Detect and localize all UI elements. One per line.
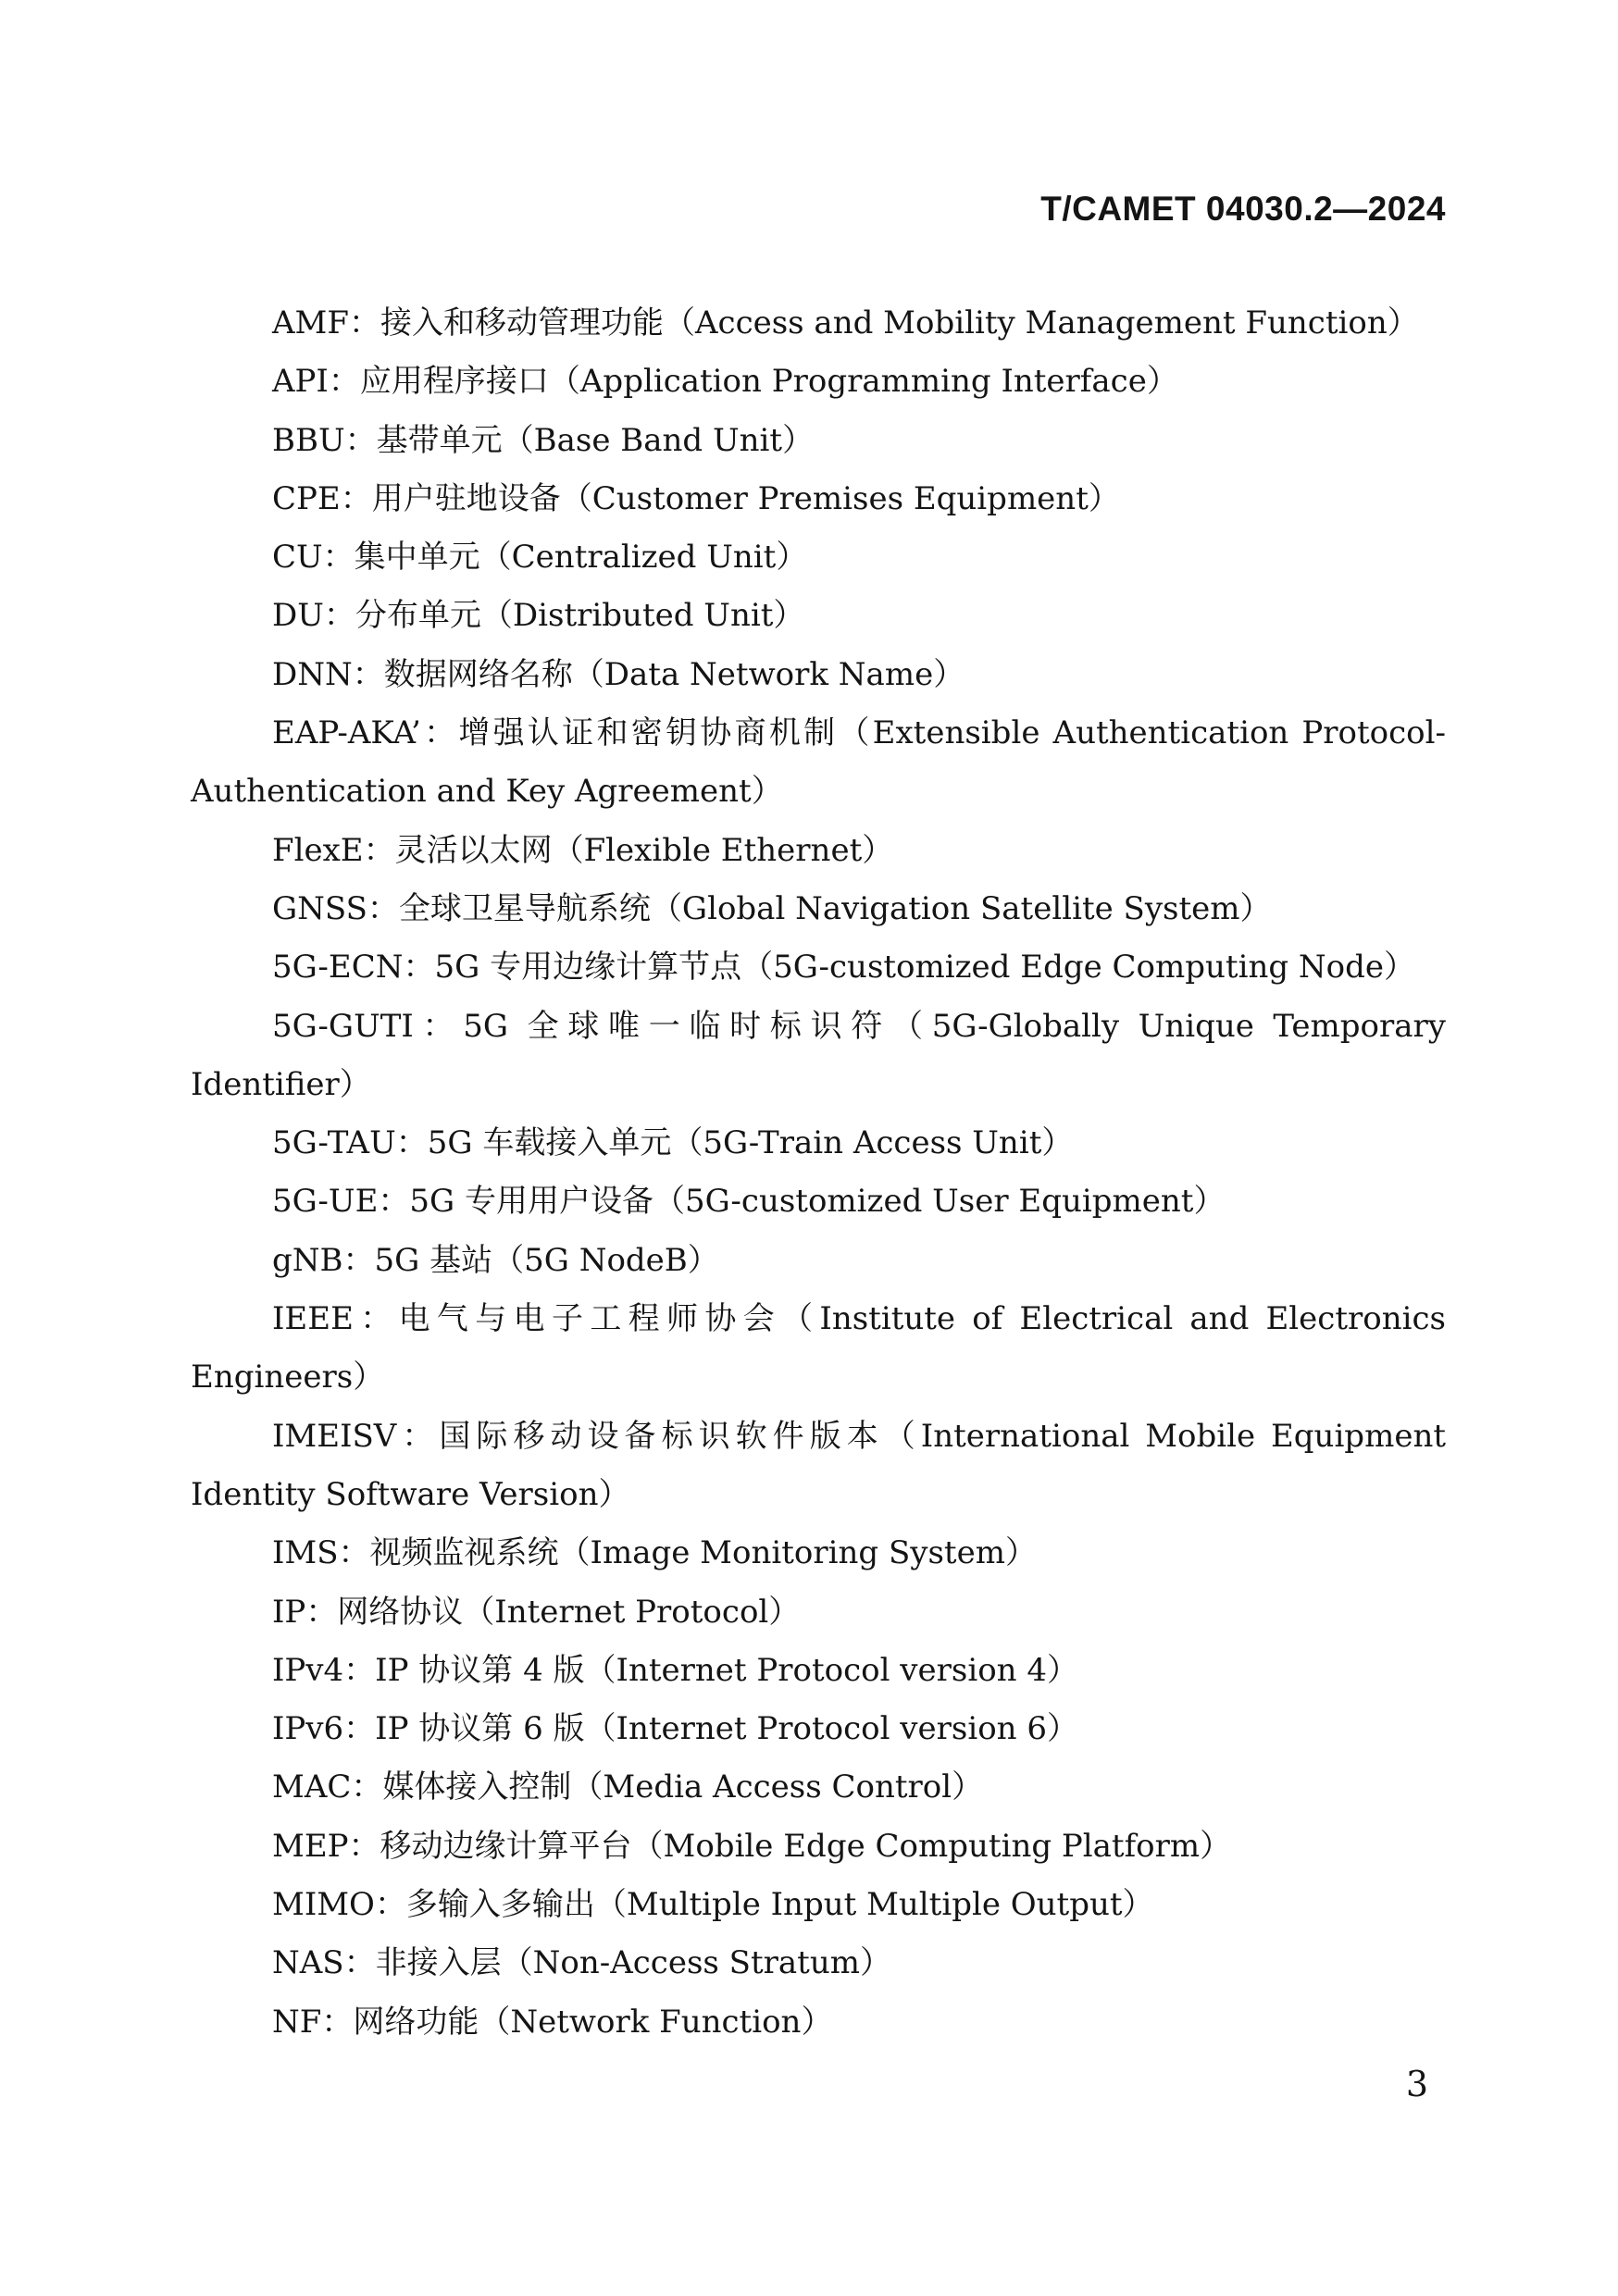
definition: ：IP 协议第 6 版（Internet Protocol version 6） — [343, 1710, 1079, 1748]
definition: ：5G 专用边缘计算节点（5G-customized Edge Computing Node） — [403, 949, 1416, 987]
abbreviation: FlexE — [272, 831, 364, 869]
list-item — [191, 1583, 1446, 1642]
list-item — [191, 412, 1446, 470]
abbreviation: API — [272, 363, 329, 401]
list-item — [191, 938, 1446, 997]
abbreviation: gNB — [272, 1241, 343, 1279]
definition: ：分布单元（Distributed Unit） — [323, 597, 805, 635]
definition: ：非接入层（Non-Access Stratum） — [343, 1944, 891, 1982]
abbreviation: CU — [272, 539, 323, 577]
list-item — [191, 1876, 1446, 1934]
page-number: 3 — [1405, 2064, 1428, 2104]
list-item — [191, 1290, 1446, 1408]
abbreviation: IPv4 — [272, 1651, 344, 1689]
definition: ：电气与电子工程师协会（Institute of Electrical and Electronics Engineers） — [191, 1300, 1446, 1396]
abbreviation: IMEISV — [272, 1417, 397, 1455]
abbreviation: DNN — [272, 655, 353, 693]
definition: ：接入和移动管理功能（Access and Mobility Management Function） — [348, 304, 1419, 341]
abbreviation: IPv6 — [272, 1710, 344, 1748]
abbreviation: NF — [272, 2003, 322, 2041]
definition: ：应用程序接口（Application Programming Interface） — [328, 363, 1178, 401]
list-item — [191, 880, 1446, 938]
abbreviation-list — [191, 294, 1446, 2052]
abbreviation: DU — [272, 597, 324, 635]
abbreviation: NAS — [272, 1944, 344, 1982]
definition: ：IP 协议第 4 版（Internet Protocol version 4） — [343, 1651, 1079, 1689]
list-item — [191, 1993, 1446, 2052]
list-item — [191, 998, 1446, 1115]
abbreviation: MIMO — [272, 1886, 375, 1924]
definition: ：网络协议（Internet Protocol） — [305, 1593, 801, 1631]
list-item — [191, 1114, 1446, 1173]
list-item — [191, 1758, 1446, 1817]
abbreviation: MEP — [272, 1827, 349, 1865]
definition: ：多输入多输出（Multiple Input Multiple Output） — [374, 1886, 1154, 1924]
definition: ：5G 全球唯一临时标识符（5G-Globally Unique Temporary Identifier） — [191, 1007, 1446, 1103]
list-item — [191, 353, 1446, 411]
list-item — [191, 470, 1446, 528]
list-item — [191, 294, 1446, 353]
definition: ：灵活以太网（Flexible Ethernet） — [363, 831, 894, 869]
definition: ：全球卫星导航系统（Global Navigation Satellite System） — [367, 889, 1272, 927]
list-item — [191, 528, 1446, 587]
abbreviation: MAC — [272, 1769, 352, 1806]
abbreviation: 5G-UE — [272, 1183, 379, 1221]
abbreviation: AMF — [272, 304, 349, 341]
definition: ：数据网络名称（Data Network Name） — [352, 655, 965, 693]
definition: ：国际移动设备标识软件版本（International Mobile Equipment Identity Software Version） — [191, 1417, 1446, 1513]
abbreviation: 5G-GUTI — [272, 1007, 414, 1045]
abbreviation: CPE — [272, 479, 341, 517]
abbreviation: IP — [272, 1593, 306, 1631]
list-item — [191, 1818, 1446, 1876]
list-item — [191, 1173, 1446, 1231]
definition: ：媒体接入控制（Media Access Control） — [351, 1769, 984, 1806]
definition: ：移动边缘计算平台（Mobile Edge Computing Platform） — [348, 1827, 1232, 1865]
list-item — [191, 1642, 1446, 1700]
list-item — [191, 1232, 1446, 1290]
definition: ：基带单元（Base Band Unit） — [344, 421, 815, 459]
abbreviation: GNSS — [272, 889, 367, 927]
definition: ：增强认证和密钥协商机制（Extensible Authentication Protocol-Authentication and Key Agreement） — [191, 714, 1446, 811]
definition: ：视频监视系统（Image Monitoring System） — [338, 1534, 1037, 1572]
list-item — [191, 1524, 1446, 1582]
abbreviation: 5G-TAU — [272, 1124, 396, 1162]
abbreviation: IMS — [272, 1534, 339, 1572]
list-item — [191, 822, 1446, 880]
definition: ：5G 基站（5G NodeB） — [342, 1241, 719, 1279]
list-item — [191, 587, 1446, 645]
definition: ：集中单元（Centralized Unit） — [322, 539, 808, 577]
abbreviation: EAP-AKA’ — [272, 714, 421, 752]
definition: ：5G 专用用户设备（5G-customized User Equipment） — [378, 1183, 1226, 1221]
standard-number: T/CAMET 04030.2—2024 — [1040, 190, 1446, 228]
abbreviation: IEEE — [272, 1300, 354, 1338]
list-item — [191, 1934, 1446, 1992]
abbreviation: 5G-ECN — [272, 949, 404, 987]
list-item — [191, 704, 1446, 822]
list-item — [191, 1700, 1446, 1758]
list-item — [191, 646, 1446, 704]
definition: ：网络功能（Network Function） — [321, 2003, 833, 2041]
abbreviation: BBU — [272, 421, 345, 459]
definition: ：5G 车载接入单元（5G-Train Access Unit） — [395, 1124, 1074, 1162]
definition: ：用户驻地设备（Customer Premises Equipment） — [340, 479, 1120, 517]
list-item — [191, 1408, 1446, 1525]
